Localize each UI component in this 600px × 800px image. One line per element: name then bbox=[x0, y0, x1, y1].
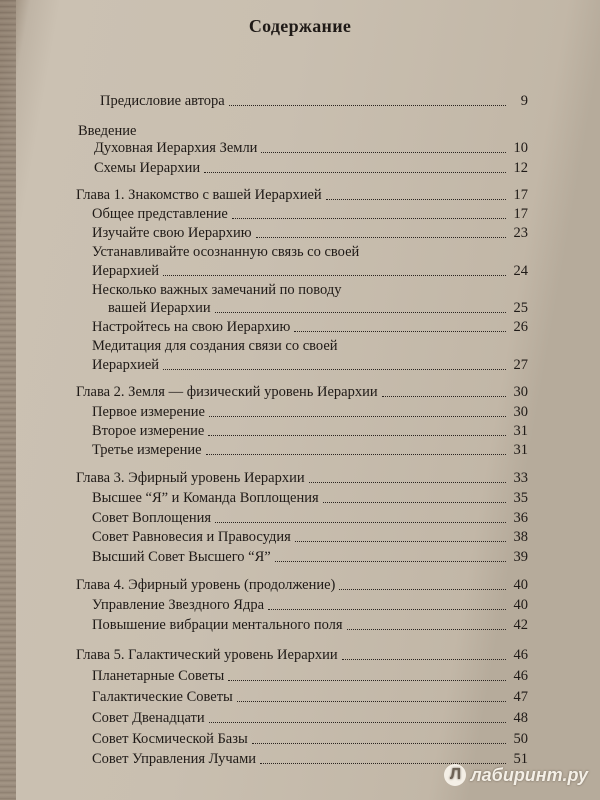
toc-label: Глава 2. Земля — физический уровень Иерархии bbox=[76, 384, 378, 400]
toc-entry bbox=[92, 688, 528, 706]
toc-chapter bbox=[76, 469, 528, 487]
toc-label: Высший Совет Высшего “Я” bbox=[92, 549, 271, 565]
leader-dots bbox=[323, 502, 506, 503]
toc-label-wrapped: Медитация для создания связи со своей bbox=[92, 338, 338, 354]
toc-page: 46 bbox=[513, 668, 528, 684]
toc-page: 42 bbox=[513, 617, 528, 633]
labirint-logo-icon: Л bbox=[444, 764, 466, 786]
toc-page: 25 bbox=[513, 300, 528, 316]
toc-page: 31 bbox=[513, 442, 528, 458]
toc-page: 10 bbox=[513, 140, 528, 156]
toc-entry bbox=[108, 299, 528, 317]
toc-entry bbox=[92, 709, 528, 727]
toc-entry bbox=[92, 616, 528, 634]
toc-page: 24 bbox=[513, 263, 528, 279]
toc-entry bbox=[92, 403, 528, 421]
leader-dots bbox=[294, 331, 506, 332]
toc-entry bbox=[100, 92, 528, 110]
toc-label: Совет Двенадцати bbox=[92, 710, 205, 726]
toc-page: 23 bbox=[513, 225, 528, 241]
leader-dots bbox=[232, 218, 506, 219]
toc-label: Глава 4. Эфирный уровень (продолжение) bbox=[76, 577, 336, 593]
toc-entry bbox=[92, 489, 528, 507]
toc-label-wrapped: Устанавливайте осознанную связь со своей bbox=[92, 244, 360, 260]
toc-page: 47 bbox=[513, 689, 528, 705]
leader-dots bbox=[382, 396, 506, 397]
toc-label: Повышение вибрации ментального поля bbox=[92, 617, 343, 633]
toc-label: вашей Иерархии bbox=[108, 300, 211, 316]
toc-label: Духовная Иерархия Земли bbox=[94, 140, 258, 156]
leader-dots bbox=[209, 416, 506, 417]
leader-dots bbox=[342, 659, 506, 660]
leader-dots bbox=[208, 435, 506, 436]
page-title: Содержание bbox=[248, 16, 352, 36]
toc-label: Высшее “Я” и Команда Воплощения bbox=[92, 490, 319, 506]
toc-label: Совет Равновесия и Правосудия bbox=[92, 529, 291, 545]
toc-page: 39 bbox=[513, 549, 528, 565]
toc-page: 40 bbox=[513, 577, 528, 593]
toc-page: 30 bbox=[513, 404, 528, 420]
toc-label: Галактические Советы bbox=[92, 689, 233, 705]
toc-page: 36 bbox=[513, 510, 528, 526]
leader-dots bbox=[209, 722, 506, 723]
leader-dots bbox=[215, 312, 506, 313]
toc-page: 31 bbox=[513, 423, 528, 439]
toc-label: Иерархией bbox=[92, 357, 160, 373]
toc-page: 51 bbox=[513, 751, 528, 767]
toc-label: Планетарные Советы bbox=[92, 668, 225, 684]
toc-chapter bbox=[76, 646, 528, 664]
toc-label: Изучайте свою Иерархию bbox=[92, 225, 252, 241]
toc-label: Общее представление bbox=[92, 206, 228, 222]
leader-dots bbox=[252, 743, 506, 744]
toc-entry bbox=[92, 509, 528, 527]
toc-label: Глава 1. Знакомство с вашей Иерархией bbox=[76, 187, 322, 203]
toc-page: 48 bbox=[513, 710, 528, 726]
toc-label: Третье измерение bbox=[92, 442, 202, 458]
toc-entry bbox=[92, 528, 528, 546]
toc-label: Первое измерение bbox=[92, 404, 205, 420]
leader-dots bbox=[256, 237, 506, 238]
toc-label: Второе измерение bbox=[92, 423, 205, 439]
toc-entry bbox=[92, 262, 528, 280]
watermark-text: лабиринт.ру bbox=[470, 764, 588, 785]
toc-entry bbox=[94, 159, 528, 177]
toc-label: Глава 3. Эфирный уровень Иерархии bbox=[76, 470, 305, 486]
toc-entry bbox=[92, 548, 528, 566]
toc-page: 27 bbox=[513, 357, 528, 373]
toc-label: Иерархией bbox=[92, 263, 160, 279]
toc-page: 17 bbox=[513, 187, 528, 203]
toc-chapter bbox=[76, 383, 528, 401]
toc-entry bbox=[92, 667, 528, 685]
leader-dots bbox=[163, 369, 506, 370]
toc-page: 30 bbox=[513, 384, 528, 400]
toc-label: Совет Управления Лучами bbox=[92, 751, 257, 767]
leader-dots bbox=[237, 701, 506, 702]
toc-page: 12 bbox=[513, 160, 528, 176]
toc-entry bbox=[92, 356, 528, 374]
toc-label: Совет Воплощения bbox=[92, 510, 212, 526]
watermark-logo bbox=[444, 764, 588, 786]
leader-dots bbox=[206, 454, 506, 455]
toc-entry bbox=[92, 205, 528, 223]
toc-entry bbox=[92, 441, 528, 459]
leader-dots bbox=[268, 609, 506, 610]
toc-entry bbox=[94, 139, 528, 157]
leader-dots bbox=[339, 589, 506, 590]
toc-chapter bbox=[76, 186, 528, 204]
toc-page: 50 bbox=[513, 731, 528, 747]
leader-dots bbox=[347, 629, 506, 630]
leader-dots bbox=[309, 482, 506, 483]
toc-label-wrapped: Несколько важных замечаний по поводу bbox=[92, 282, 342, 298]
toc-page: 9 bbox=[520, 93, 528, 109]
toc-label: Глава 5. Галактический уровень Иерархии bbox=[76, 647, 338, 663]
toc-entry bbox=[92, 224, 528, 242]
toc-page: 26 bbox=[513, 319, 528, 335]
page-edge bbox=[0, 0, 16, 800]
leader-dots bbox=[215, 522, 506, 523]
toc-entry bbox=[92, 422, 528, 440]
toc-page: 38 bbox=[513, 529, 528, 545]
toc-page: 46 bbox=[513, 647, 528, 663]
toc-label: Схемы Иерархии bbox=[94, 160, 201, 176]
toc-page: 40 bbox=[513, 597, 528, 613]
toc-label: Управление Звездного Ядра bbox=[92, 597, 265, 613]
leader-dots bbox=[228, 680, 506, 681]
leader-dots bbox=[229, 105, 506, 106]
toc-page: 17 bbox=[513, 206, 528, 222]
toc-label: Настройтесь на свою Иерархию bbox=[92, 319, 291, 335]
leader-dots bbox=[326, 199, 506, 200]
leader-dots bbox=[295, 541, 506, 542]
leader-dots bbox=[163, 275, 506, 276]
toc-section-heading: Введение bbox=[78, 123, 137, 139]
toc-label: Предисловие автора bbox=[100, 93, 225, 109]
toc-entry bbox=[92, 730, 528, 748]
leader-dots bbox=[204, 172, 506, 173]
toc-entry bbox=[92, 318, 528, 336]
leader-dots bbox=[275, 561, 506, 562]
toc-chapter bbox=[76, 576, 528, 594]
toc-label: Совет Космической Базы bbox=[92, 731, 248, 747]
toc-entry bbox=[92, 596, 528, 614]
toc-page: 35 bbox=[513, 490, 528, 506]
toc-page: 33 bbox=[513, 470, 528, 486]
leader-dots bbox=[261, 152, 506, 153]
